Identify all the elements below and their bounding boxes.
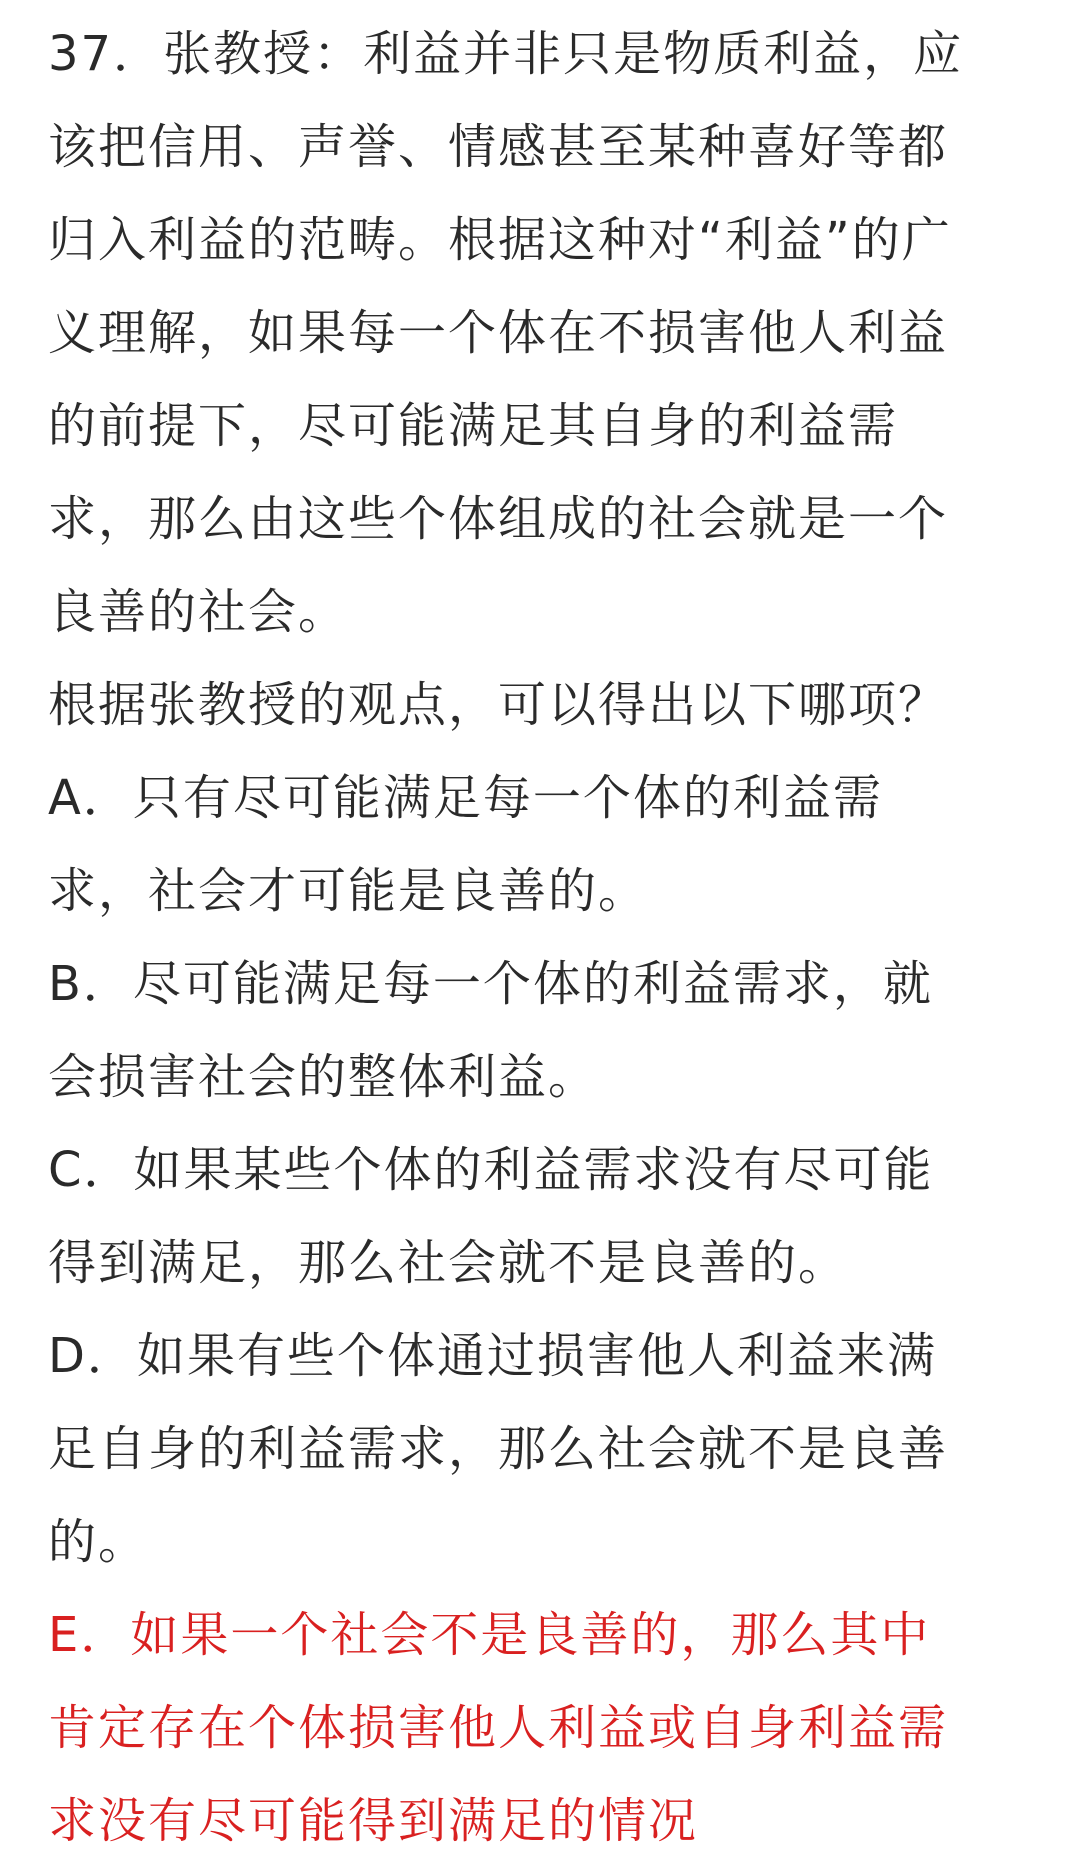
question-text-block — [48, 8, 1048, 1868]
option-b-line: B．尽可能满足每一个体的利益需求，就 — [48, 956, 933, 1012]
option-a — [48, 752, 1048, 938]
option-d — [48, 1310, 1048, 1589]
stem-line: 求，那么由这些个体组成的社会就是一个 — [48, 491, 949, 547]
option-e-line: 肯定存在个体损害他人利益或自身利益需 — [48, 1700, 949, 1756]
stem-line: 37．张教授：利益并非只是物质利益，应 — [48, 26, 964, 82]
question-stem — [48, 8, 1048, 659]
option-c-line: C．如果某些个体的利益需求没有尽可能 — [48, 1142, 934, 1198]
option-c-line: 得到满足，那么社会就不是良善的。 — [48, 1235, 849, 1291]
stem-line: 义理解，如果每一个体在不损害他人利益 — [48, 305, 949, 361]
option-e-line: E．如果一个社会不是良善的，那么其中 — [48, 1607, 931, 1663]
stem-line: 该把信用、声誉、情感甚至某种喜好等都 — [48, 119, 949, 175]
stem-line: 归入利益的范畴。根据这种对“利益”的广 — [48, 212, 952, 268]
option-d-line: 足自身的利益需求，那么社会就不是良善 — [48, 1421, 949, 1477]
question-prompt: 根据张教授的观点，可以得出以下哪项？ — [48, 677, 949, 733]
option-c — [48, 1124, 1048, 1310]
option-d-line: 的。 — [48, 1514, 149, 1570]
option-b — [48, 938, 1048, 1124]
option-d-line: D．如果有些个体通过损害他人利益来满 — [48, 1328, 937, 1384]
option-e-correct-answer — [48, 1589, 1048, 1868]
option-a-line: 求，社会才可能是良善的。 — [48, 863, 649, 919]
stem-line: 的前提下，尽可能满足其自身的利益需 — [48, 398, 899, 454]
stem-line: 良善的社会。 — [48, 584, 349, 640]
option-a-line: A．只有尽可能满足每一个体的利益需 — [48, 770, 883, 826]
option-b-line: 会损害社会的整体利益。 — [48, 1049, 599, 1105]
option-e-line: 求没有尽可能得到满足的情况 — [48, 1793, 699, 1849]
